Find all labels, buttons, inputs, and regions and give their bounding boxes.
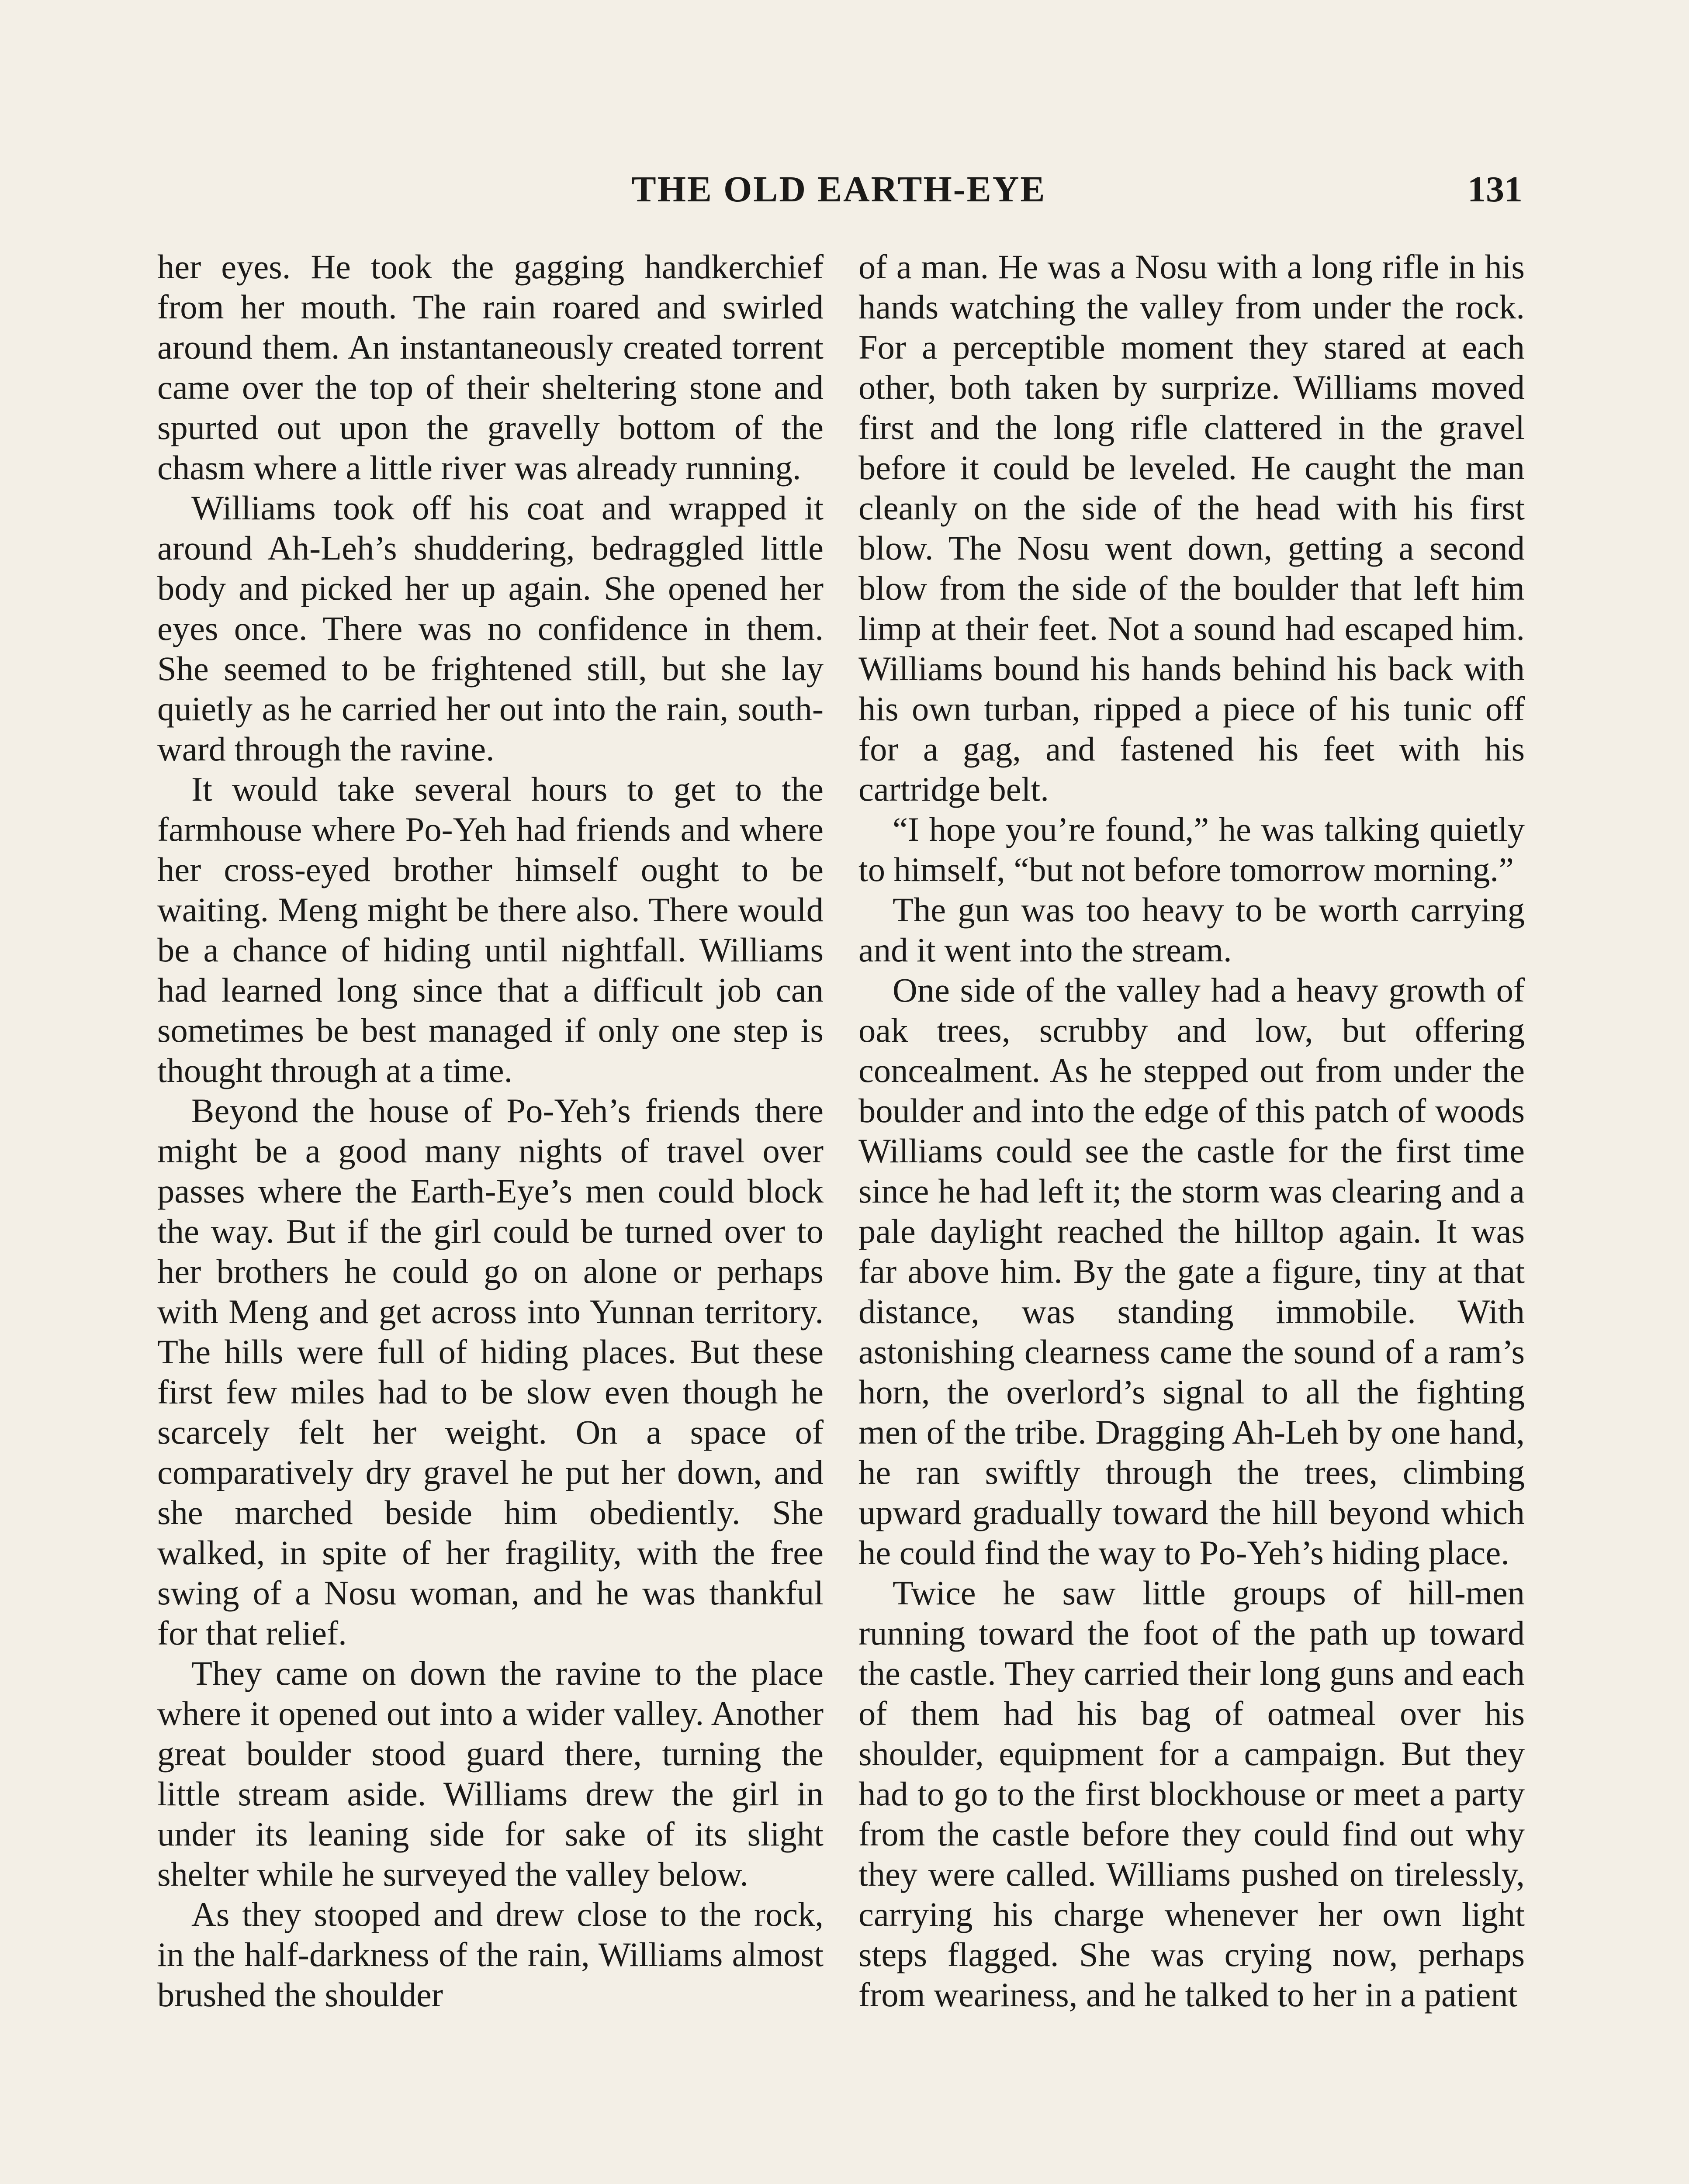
paragraph: It would take several hours to get to the farmhouse where Po-Yeh had friends and where her cross-eyed brother himself ought to be waiting. Meng might be there also. There would be a chance of hiding until nightfall. Williams had learned long since that a difficult job can sometimes be best managed if only one step is thought through at a time. [157, 770, 824, 1089]
paragraph: of a man. He was a Nosu with a long rifle in his hands watching the valley from under the rock. For a perceptible moment they stared at each other, both taken by surprize. Williams moved first and the long rifle clattered in the gravel before it could be leveled. He caught the man cleanly on the side of the head with his first blow. The Nosu went down, getting a second blow from the side of the boulder that left him limp at their feet. Not a sound had escaped him. Williams bound his hands behind his back with his own turban, ripped a piece of his tunic off for a gag, and fastened his feet with his cartridge belt. [858, 248, 1525, 808]
page-number: 131 [1467, 169, 1523, 210]
paragraph: “I hope you’re found,” he was talking quietly to himself, “but not before tomorrow morning.” [858, 810, 1525, 888]
paragraph: As they stooped and drew close to the rock, in the half-darkness of the rain, Williams almost brushed the shoulder [157, 1895, 824, 2014]
paragraph: Beyond the house of Po-Yeh’s friends there might be a good many nights of travel over passes where the Earth-Eye’s men could block the way. But if the girl could be turned over to her brothers he could go on alone or perhaps with Meng and get across into Yunnan territory. The hills were full of hiding places. But these first few miles had to be slow even though he scarcely felt her weight. On a space of comparatively dry gravel he put her down, and she marched beside him obediently. She walked, in spite of her fragility, with the free swing of a Nosu woman, and he was thankful for that relief. [157, 1092, 824, 1652]
paragraph: They came on down the ravine to the place where it opened out into a wider valley. Another great boulder stood guard there, turning the little stream aside. Williams drew the girl in under its leaning side for sake of its slight shelter while he surveyed the valley below. [157, 1654, 824, 1893]
paragraph: Twice he saw little groups of hill-men running toward the foot of the path up toward the castle. They carried their long guns and each of them had his bag of oatmeal over his shoulder, equipment for a campaign. But they had to go to the first blockhouse or meet a party from the castle before they could find out why they were called. Williams pushed on tirelessly, carrying his charge whenever her own light steps flagged. She was crying now, perhaps from weariness, and he talked to her in a patient [858, 1574, 1525, 2014]
paragraph: The gun was too heavy to be worth carrying and it went into the stream. [858, 891, 1525, 969]
paragraph: One side of the valley had a heavy growth of oak trees, scrubby and low, but offering concealment. As he stepped out from under the boulder and into the edge of this patch of woods Williams could see the castle for the first time since he had left it; the storm was clearing and a pale daylight reached the hilltop again. It was far above him. By the gate a figure, tiny at that distance, was standing immobile. With astonishing clearness came the sound of a ram’s horn, the overlord’s signal to all the fighting men of the tribe. Dragging Ah-Leh by one hand, he ran swiftly through the trees, climbing upward gradually toward the hill beyond which he could find the way to Po-Yeh’s hiding place. [858, 971, 1525, 1572]
running-head [155, 168, 1523, 221]
left-column [157, 247, 824, 2015]
right-column [858, 247, 1525, 2015]
running-title: THE OLD EARTH-EYE [631, 169, 1046, 210]
paragraph: Williams took off his coat and wrapped it around Ah-Leh’s shuddering, bedraggled little body and picked her up again. She opened her eyes once. There was no confidence in them. She seemed to be frightened still, but she lay quietly as he carried her out into the rain, southward through the ravine. [157, 489, 824, 768]
paragraph: her eyes. He took the gagging handkerchief from her mouth. The rain roared and swirled around them. An instantaneously created torrent came over the top of their sheltering stone and spurted out upon the gravelly bottom of the chasm where a little river was already running. [157, 248, 824, 487]
